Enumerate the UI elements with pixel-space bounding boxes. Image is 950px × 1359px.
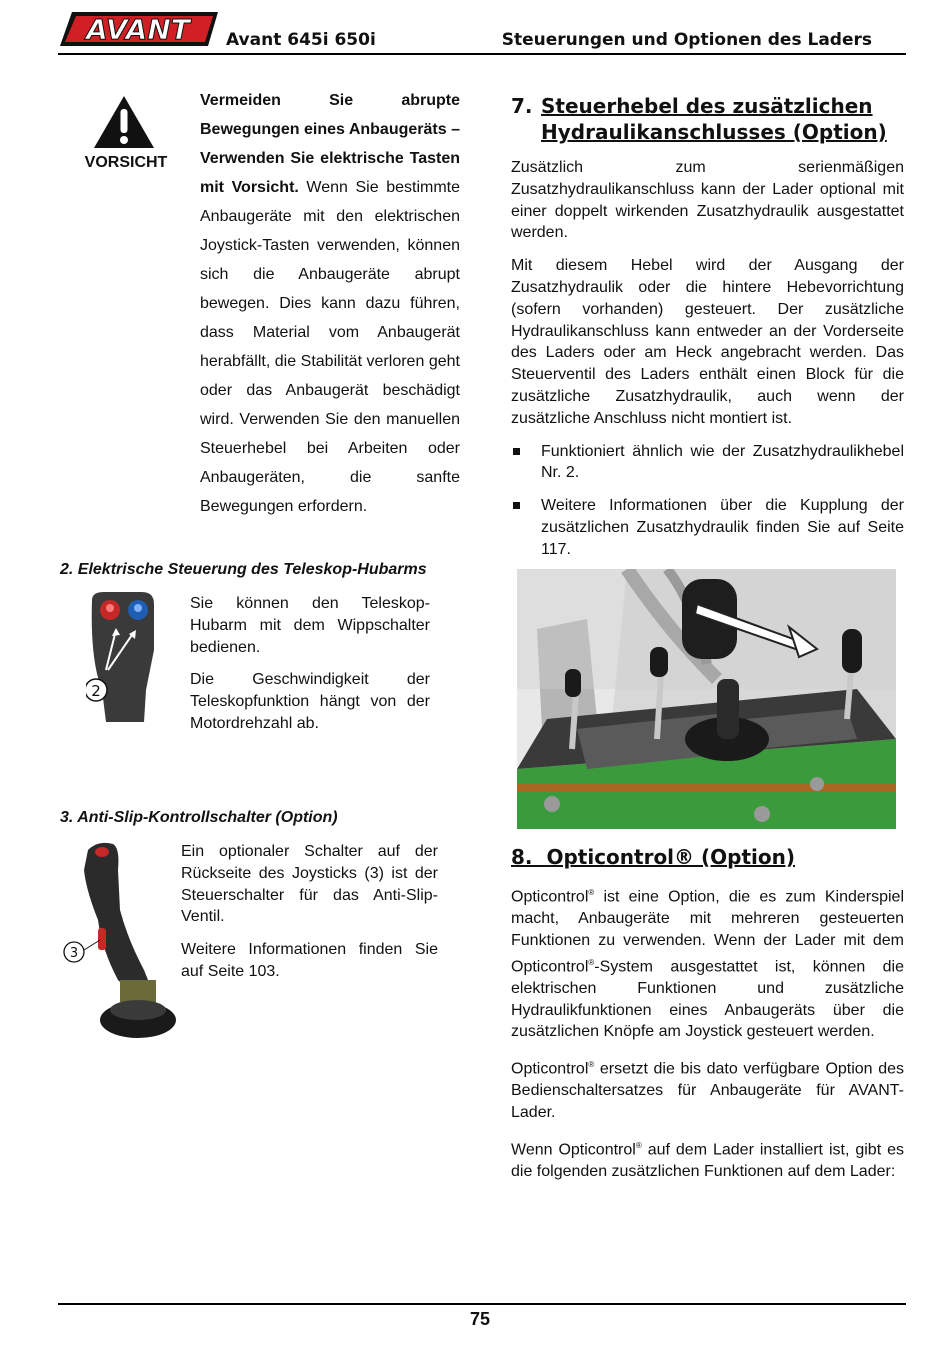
section7-title-line1: Steuerhebel des zusätzlichen: [541, 94, 873, 118]
section7-heading: [511, 93, 891, 145]
section8-p3: [511, 1135, 904, 1183]
p1-text-end: -System ausgestattet ist, können die elektrischen Funktionen und zusätzliche Hydraulikfunktionen eines Anbaugeräts über die zusätzlichen Knöpfe am Joystick gesteuert werden.: [511, 958, 904, 1041]
p2-text: ersetzt die bis dato verfügbare Option des Bedienschaltersatzes für Anbaugeräte für AVANT-Lader.: [511, 1060, 904, 1122]
section3-text: [181, 841, 438, 983]
warning-label: VORSICHT: [84, 154, 168, 171]
section8-number: 8.: [511, 845, 533, 869]
section3-p2: Weitere Informationen finden Sie auf Seite 103.: [181, 941, 438, 980]
warning-icon: [92, 94, 156, 150]
header-rule: [58, 53, 906, 55]
section2-text: [190, 593, 430, 735]
section7-p1: Zusätzlich zum serienmäßigen Zusatzhydraulikanschluss kann der Lader optional mit einer doppelt wirkenden Zusatzhydraulik ausgestattet werden.: [511, 159, 904, 242]
bullet-text: Funktioniert ähnlich wie der Zusatzhydraulikhebel Nr. 2.: [541, 442, 904, 482]
footer-rule: [58, 1303, 906, 1305]
bullet-square-icon: [513, 502, 520, 509]
reg-mark: ®: [588, 1060, 595, 1070]
section7-body: [511, 157, 904, 561]
p3-text-start: Wenn Opticontrol: [511, 1141, 636, 1159]
avant-logo: [58, 10, 218, 48]
section8-title: Opticontrol® (Option): [546, 845, 795, 869]
section7-number: 7.: [511, 94, 533, 118]
bullet-text: Weitere Informationen über die Kupplung der zusätzlichen Zusatzhydraulik finden Sie auf Seite 117.: [541, 497, 904, 558]
section3-p1: Ein optionaler Schalter auf der Rückseite des Joysticks (3) ist der Steuerschalter für das Anti-Slip-Ventil.: [181, 843, 438, 926]
section8-body: [511, 882, 904, 1183]
section7-title-line2: Hydraulikanschlusses (Option): [541, 120, 887, 144]
section2-p2: Die Geschwindigkeit der Teleskopfunktion hängt von der Motordrehzahl ab.: [190, 671, 430, 732]
p3-text: auf dem Lader installiert ist, gibt es die folgenden zusätzlichen Funktionen auf dem Lader:: [511, 1141, 904, 1181]
header-section: Steuerungen und Optionen des Laders: [501, 30, 872, 50]
warning-lead: Vermeiden Sie abrupte Bewegungen eines Anbaugeräts – Verwenden Sie elektrische Tasten mit Vorsicht.: [200, 92, 460, 196]
section8-p1: [511, 882, 904, 1043]
p1-text: ist eine Option, die es zum Kinderspiel macht, Anbaugeräte mit mehreren gesteuerten Funktionen zu verwenden. Wenn der Lader mit dem Opticontrol: [511, 888, 904, 976]
figure-label-3: 3: [69, 946, 79, 961]
brand-name: Opticontrol: [511, 1060, 589, 1078]
section2-p1: Sie können den Teleskop-Hubarm mit dem Wippschalter bedienen.: [190, 595, 430, 656]
loader-control-photo: [517, 569, 896, 829]
page-number: 75: [469, 1309, 491, 1329]
section8-heading: [511, 845, 795, 869]
reg-mark: ®: [588, 888, 595, 897]
joystick-figure: [58, 840, 178, 1045]
warning-text: [200, 86, 460, 521]
bullet-square-icon: [513, 448, 520, 455]
section7-bullet: [511, 495, 904, 560]
reg-mark: ®: [635, 1140, 642, 1150]
section8-p2: [511, 1054, 904, 1124]
reg-mark: ®: [588, 957, 595, 967]
logo-text: AVANT: [86, 13, 190, 46]
header-model: Avant 645i 650i: [226, 30, 376, 50]
figure-label-2: 2: [91, 682, 101, 700]
section7-p2: Mit diesem Hebel wird der Ausgang der Zusatzhydraulik oder die hintere Hebevorrichtung (sofern vorhanden) gesteuert. Der zusätzliche Hydraulikanschluss kann entweder an der Vorderseite des Laders oder am Heck angebracht werden. Das Steuerventil des Laders enthält einen Block für die zusätzliche Zusatzhydraulik, auch wenn der zusätzliche Anschluss nicht montiert ist.: [511, 257, 904, 427]
section7-bullet: [511, 441, 904, 485]
section3-title: 3. Anti-Slip-Kontrollschalter (Option): [60, 809, 338, 826]
remote-control-figure: [86, 590, 156, 725]
brand-name: Opticontrol: [511, 888, 589, 906]
warning-body: Wenn Sie bestimmte Anbaugeräte mit den elektrischen Joystick-Tasten verwenden, können sich die Anbaugeräte abrupt bewegen. Dies kann dazu führen, dass Material vom Anbaugerät herabfällt, die Stabilität verloren geht oder das Anbaugerät beschädigt wird. Verwenden Sie den manuellen Steuerhebel bei Arbeiten oder Anbaugeräten, die sanfte Bewegungen erfordern.: [200, 179, 460, 515]
section2-title: 2. Elektrische Steuerung des Teleskop-Hubarms: [60, 561, 427, 578]
